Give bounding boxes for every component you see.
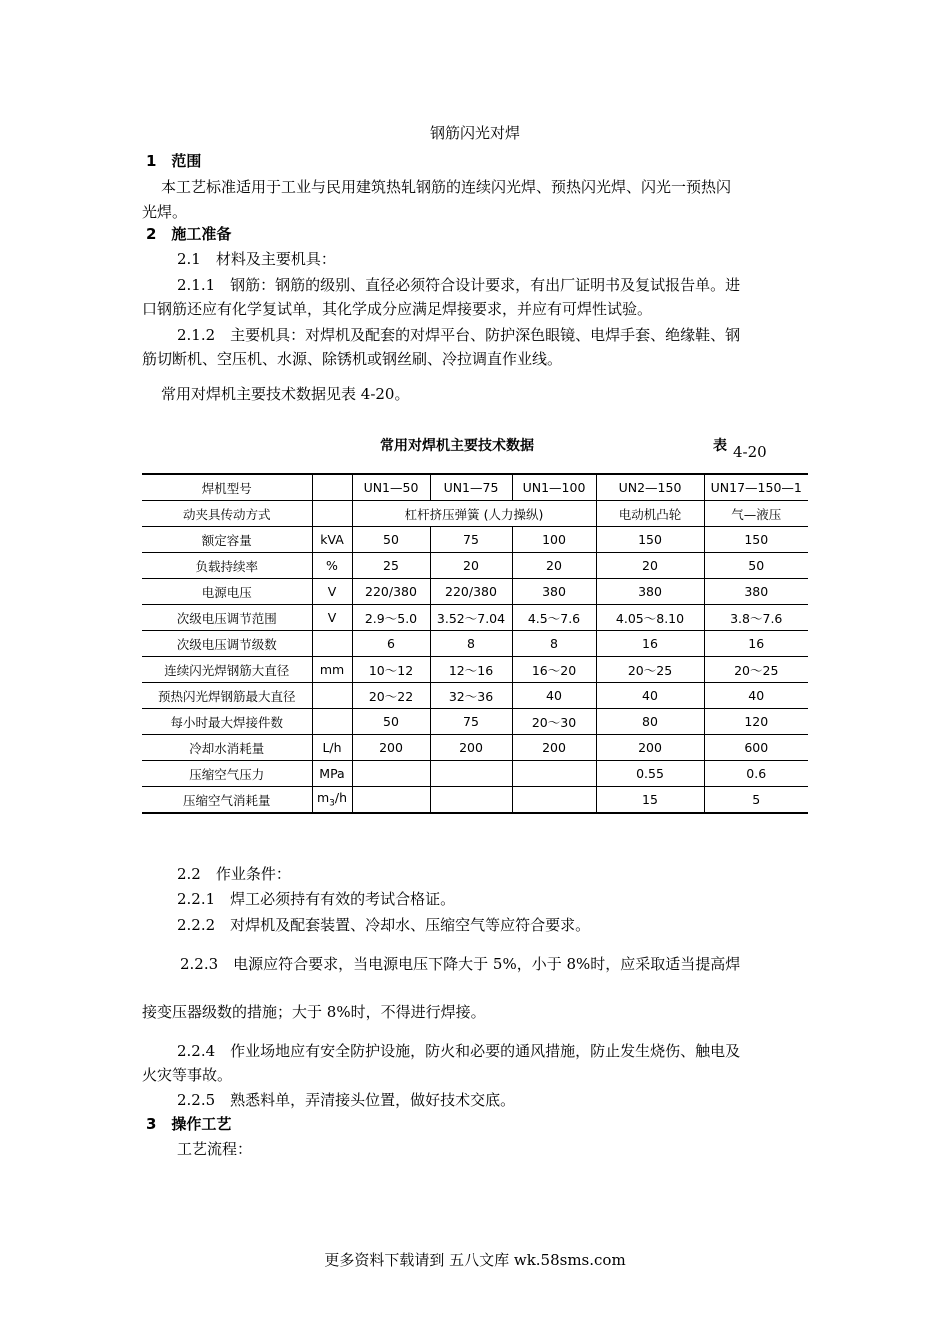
table-cell: 动夹具传动方式 bbox=[142, 501, 312, 527]
table-row bbox=[142, 657, 808, 683]
table-cell: 200 bbox=[512, 735, 596, 761]
table-row-label: 额定容量 bbox=[142, 527, 312, 553]
table-cell: 32～36 bbox=[430, 683, 512, 709]
table-unit-cell bbox=[312, 683, 352, 709]
table-cell: 16 bbox=[596, 631, 704, 657]
table-cell: 100 bbox=[512, 527, 596, 553]
table-cell: 150 bbox=[704, 527, 808, 553]
section-2-2-heading: 2.2 作业条件： bbox=[177, 865, 291, 883]
section-2-1-1-line-1: 2.1.1 钢筋：钢筋的级别、直径必须符合设计要求，有出厂证明书及复试报告单。进 bbox=[177, 276, 741, 294]
table-title: 常用对焊机主要技术数据 bbox=[380, 438, 534, 454]
section-2-2-1: 2.2.1 焊工必须持有有效的考试合格证。 bbox=[177, 890, 456, 908]
table-cell: 25 bbox=[352, 553, 430, 579]
table-cell bbox=[430, 761, 512, 787]
table-row bbox=[142, 683, 808, 709]
table-cell: 20 bbox=[596, 553, 704, 579]
table-header-row bbox=[142, 474, 808, 501]
table-cell bbox=[512, 787, 596, 814]
table-row-label: 电源电压 bbox=[142, 579, 312, 605]
section-2-1-1-line-2: 口钢筋还应有化学复试单，其化学成分应满足焊接要求，并应有可焊性试验。 bbox=[142, 300, 653, 318]
table-header-cell: UN1—50 bbox=[352, 474, 430, 501]
table-cell: 20 bbox=[512, 553, 596, 579]
section-1-heading: 1 范围 bbox=[146, 152, 202, 170]
table-unit-cell bbox=[312, 709, 352, 735]
section-2-heading: 2 施工准备 bbox=[146, 225, 232, 243]
table-cell bbox=[352, 761, 430, 787]
table-row-label: 次级电压调节范围 bbox=[142, 605, 312, 631]
table-cell: 8 bbox=[512, 631, 596, 657]
section-2-2-4-line-2: 火灾等事故。 bbox=[142, 1066, 233, 1084]
table-cell: 4.05～8.10 bbox=[596, 605, 704, 631]
table-unit-cell: % bbox=[312, 553, 352, 579]
table-row bbox=[142, 631, 808, 657]
table-row bbox=[142, 605, 808, 631]
table-cell: 220/380 bbox=[430, 579, 512, 605]
table-cell: 3.52～7.04 bbox=[430, 605, 512, 631]
table-header-cell: UN1—75 bbox=[430, 474, 512, 501]
table-cell: 150 bbox=[596, 527, 704, 553]
table-cell: 5 bbox=[704, 787, 808, 814]
section-2-2-3-line-1: 2.2.3 电源应符合要求，当电源电压下降大于 5%，小于 8%时，应采取适当提高焊 bbox=[180, 955, 741, 973]
table-cell: 220/380 bbox=[352, 579, 430, 605]
table-cell: 0.55 bbox=[596, 761, 704, 787]
section-2-1-heading: 2.1 材料及主要机具： bbox=[177, 250, 336, 268]
table-row bbox=[142, 527, 808, 553]
table-cell: 16～20 bbox=[512, 657, 596, 683]
section-1-paragraph-line-1: 本工艺标准适用于工业与民用建筑热轧钢筋的连续闪光焊、预热闪光焊、闪光一预热闪 bbox=[161, 178, 732, 196]
table-row-label: 次级电压调节级数 bbox=[142, 631, 312, 657]
table-row bbox=[142, 553, 808, 579]
table-header-cell: 焊机型号 bbox=[142, 474, 312, 501]
table-cell: 15 bbox=[596, 787, 704, 814]
table-cell: 200 bbox=[352, 735, 430, 761]
table-cell: 380 bbox=[512, 579, 596, 605]
unit-subscript: 3 bbox=[329, 798, 335, 809]
table-cell: 20～30 bbox=[512, 709, 596, 735]
table-cell: 16 bbox=[704, 631, 808, 657]
table-row bbox=[142, 735, 808, 761]
table-cell: 12～16 bbox=[430, 657, 512, 683]
table-unit-cell: mm bbox=[312, 657, 352, 683]
table-cell: 50 bbox=[704, 553, 808, 579]
table-unit-cell bbox=[312, 787, 352, 814]
section-1-paragraph-line-2: 光焊。 bbox=[142, 203, 188, 221]
table-cell: 380 bbox=[704, 579, 808, 605]
table-cell: 3.8～7.6 bbox=[704, 605, 808, 631]
table-cell: 4.5～7.6 bbox=[512, 605, 596, 631]
table-row-label: 冷却水消耗量 bbox=[142, 735, 312, 761]
welder-spec-table bbox=[142, 473, 808, 814]
table-cell: 200 bbox=[596, 735, 704, 761]
table-row bbox=[142, 579, 808, 605]
section-2-2-4-line-1: 2.2.4 作业场地应有安全防护设施，防火和必要的通风措施，防止发生烧伤、触电及 bbox=[177, 1042, 741, 1060]
table-body bbox=[142, 527, 808, 787]
table-cell: 10～12 bbox=[352, 657, 430, 683]
table-cell: 40 bbox=[512, 683, 596, 709]
table-cell: 0.6 bbox=[704, 761, 808, 787]
table-row bbox=[142, 709, 808, 735]
table-cell: 75 bbox=[430, 527, 512, 553]
table-unit-cell: V bbox=[312, 605, 352, 631]
table-cell: 380 bbox=[596, 579, 704, 605]
table-cell: 75 bbox=[430, 709, 512, 735]
table-cell: 600 bbox=[704, 735, 808, 761]
table-cell: 120 bbox=[704, 709, 808, 735]
table-header-cell bbox=[312, 474, 352, 501]
table-cell: 杠杆挤压弹簧 (人力操纵) bbox=[352, 501, 596, 527]
table-cell: 20～25 bbox=[596, 657, 704, 683]
table-unit-cell: L/h bbox=[312, 735, 352, 761]
table-cell: 20～25 bbox=[704, 657, 808, 683]
table-cell: 气—液压 bbox=[704, 501, 808, 527]
document-title: 钢筋闪光对焊 bbox=[429, 124, 520, 142]
table-header-cell: UN17—150—1 bbox=[704, 474, 808, 501]
table-cell: 8 bbox=[430, 631, 512, 657]
table-reference-text: 常用对焊机主要技术数据见表 4-20。 bbox=[161, 385, 410, 403]
table-row bbox=[142, 787, 808, 814]
section-3-process-flow: 工艺流程： bbox=[177, 1140, 253, 1158]
table-row bbox=[142, 761, 808, 787]
section-2-2-2: 2.2.2 对焊机及配套装置、冷却水、压缩空气等应符合要求。 bbox=[177, 916, 591, 934]
table-cell: 20 bbox=[430, 553, 512, 579]
table-number-label: 表 bbox=[713, 438, 727, 454]
table-cell: 20～22 bbox=[352, 683, 430, 709]
unit-base: m bbox=[316, 790, 330, 806]
table-row-label: 负载持续率 bbox=[142, 553, 312, 579]
footer-text: 更多资料下载请到 五八文库 wk.58sms.com bbox=[324, 1251, 626, 1269]
section-2-1-2-line-1: 2.1.2 主要机具：对焊机及配套的对焊平台、防护深色眼镜、电焊手套、绝缘鞋、钢 bbox=[177, 326, 741, 344]
table-drive-row bbox=[142, 501, 808, 527]
table-cell bbox=[512, 761, 596, 787]
table-row-label: 每小时最大焊接件数 bbox=[142, 709, 312, 735]
table-cell: 压缩空气消耗量 bbox=[142, 787, 312, 814]
table-cell: 电动机凸轮 bbox=[596, 501, 704, 527]
section-3-heading: 3 操作工艺 bbox=[146, 1115, 232, 1133]
table-row-label: 连续闪光焊钢筋大直径 bbox=[142, 657, 312, 683]
table-cell: 200 bbox=[430, 735, 512, 761]
table-cell: 80 bbox=[596, 709, 704, 735]
table-unit-cell: kVA bbox=[312, 527, 352, 553]
section-2-2-5: 2.2.5 熟悉料单，弄清接头位置，做好技术交底。 bbox=[177, 1091, 516, 1109]
section-2-1-2-line-2: 筋切断机、空压机、水源、除锈机或钢丝刷、冷拉调直作业线。 bbox=[142, 350, 563, 368]
table-cell: 40 bbox=[704, 683, 808, 709]
table-cell: 50 bbox=[352, 527, 430, 553]
table-cell bbox=[312, 501, 352, 527]
table-cell: 40 bbox=[596, 683, 704, 709]
table-unit-cell: MPa bbox=[312, 761, 352, 787]
table-unit-cell bbox=[312, 631, 352, 657]
table-row-label: 预热闪光焊钢筋最大直径 bbox=[142, 683, 312, 709]
table-header-cell: UN2—150 bbox=[596, 474, 704, 501]
table-header-cell: UN1—100 bbox=[512, 474, 596, 501]
section-2-2-3-line-2: 接变压器级数的措施；大于 8%时，不得进行焊接。 bbox=[142, 1003, 486, 1021]
table-cell: 2.9～5.0 bbox=[352, 605, 430, 631]
table-cell bbox=[430, 787, 512, 814]
unit-tail: /h bbox=[334, 790, 348, 806]
table-unit-cell: V bbox=[312, 579, 352, 605]
table-number: 4-20 bbox=[733, 443, 767, 461]
table-row-label: 压缩空气压力 bbox=[142, 761, 312, 787]
table-cell bbox=[352, 787, 430, 814]
table-cell: 6 bbox=[352, 631, 430, 657]
table-cell: 50 bbox=[352, 709, 430, 735]
